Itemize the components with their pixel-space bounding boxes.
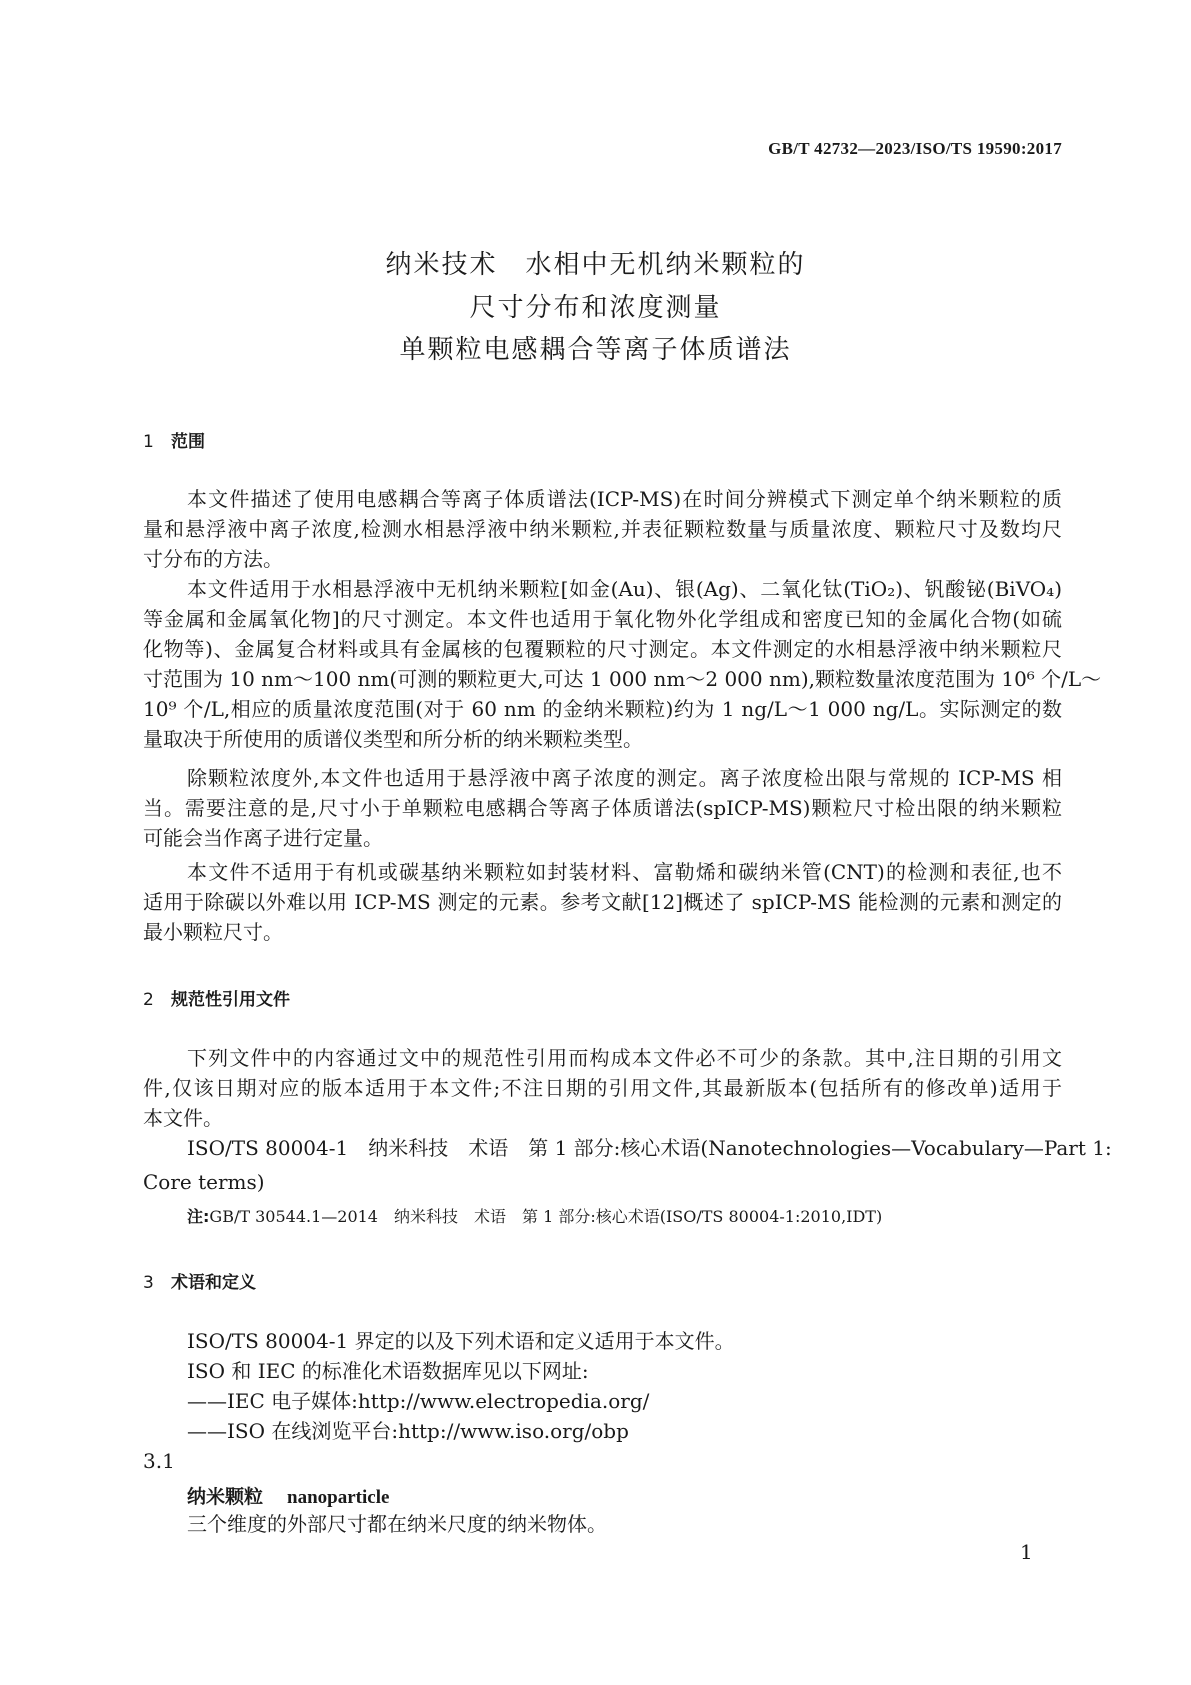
paragraph-line: 除颗粒浓度外,本文件也适用于悬浮液中离子浓度的测定。离子浓度检出限与常规的 ICP-MS 相 [187,766,1062,790]
term-entry [187,1482,389,1509]
paragraph-line: 本文件不适用于有机或碳基纳米颗粒如封装材料、富勒烯和碳纳米管(CNT)的检测和表征,也不 [187,860,1062,884]
paragraph-line: 下列文件中的内容通过文中的规范性引用而构成本文件必不可少的条款。其中,注日期的引用文 [187,1046,1062,1070]
paragraph-line: 可能会当作离子进行定量。 [143,826,383,850]
term-definition: 三个维度的外部尺寸都在纳米尺度的纳米物体。 [187,1512,607,1536]
paragraph-line: 本文件描述了使用电感耦合等离子体质谱法(ICP-MS)在时间分辨模式下测定单个纳米颗粒的质 [187,487,1062,511]
paragraph-line: 最小颗粒尺寸。 [143,920,283,944]
note-text: GB/T 30544.1—2014 纳米科技 术语 第 1 部分:核心术语(ISO/TS 80004-1:2010,IDT) [209,1207,883,1226]
page-number: 1 [1020,1540,1033,1564]
reference-line: Core terms) [143,1170,265,1194]
section-number: 1 [143,432,154,452]
paragraph-line: 等金属和金属氧化物]的尺寸测定。本文件也适用于氧化物外化学组成和密度已知的金属化合物(如硫 [143,607,1062,631]
section-number: 3 [143,1273,154,1293]
paragraph-line: 化物等)、金属复合材料或具有金属核的包覆颗粒的尺寸测定。本文件测定的水相悬浮液中纳米颗粒尺 [143,637,1062,661]
section-number: 2 [143,990,154,1010]
url-line-electropedia: ——IEC 电子媒体:http://www.electropedia.org/ [187,1389,650,1413]
term-zh: 纳米颗粒 [187,1486,264,1508]
standard-number-header: GB/T 42732—2023/ISO/TS 19590:2017 [768,139,1062,158]
section-title: 范围 [171,432,205,452]
section-heading-scope [143,427,205,452]
paragraph-line: 当。需要注意的是,尺寸小于单颗粒电感耦合等离子体质谱法(spICP-MS)颗粒尺寸检出限的纳米颗粒 [143,796,1062,820]
term-number: 3.1 [143,1449,175,1473]
paragraph-line: 寸分布的方法。 [143,547,283,571]
document-title-line-3: 单颗粒电感耦合等离子体质谱法 [399,335,792,365]
reference-line: ISO/TS 80004-1 纳米科技 术语 第 1 部分:核心术语(Nanotechnologies—Vocabulary—Part 1: [187,1136,1112,1160]
document-title-line-2: 尺寸分布和浓度测量 [469,293,722,323]
paragraph-line: 适用于除碳以外难以用 ICP-MS 测定的元素。参考文献[12]概述了 spICP-MS 能检测的元素和测定的 [143,890,1062,914]
url-line-iso-obp: ——ISO 在线浏览平台:http://www.iso.org/obp [187,1419,629,1443]
paragraph-line: 寸范围为 10 nm～100 nm(可测的颗粒更大,可达 1 000 nm～2 000 nm),颗粒数量浓度范围为 10⁶ 个/L～ [143,667,1102,691]
section-heading-normative-references [143,985,290,1010]
paragraph-line: 量和悬浮液中离子浓度,检测水相悬浮液中纳米颗粒,并表征颗粒数量与质量浓度、颗粒尺寸及数均尺 [143,517,1062,541]
paragraph-line: 件,仅该日期对应的版本适用于本文件;不注日期的引用文件,其最新版本(包括所有的修改单)适用于 [143,1076,1062,1100]
note-label: 注: [187,1207,210,1226]
paragraph-line: 本文件适用于水相悬浮液中无机纳米颗粒[如金(Au)、银(Ag)、二氧化钛(TiO₂)、钒酸铋(BiVO₄) [187,577,1062,601]
section-title: 术语和定义 [171,1273,256,1293]
paragraph-line: 10⁹ 个/L,相应的质量浓度范围(对于 60 nm 的金纳米颗粒)约为 1 ng/L～1 000 ng/L。实际测定的数 [143,697,1062,721]
note [187,1205,882,1229]
paragraph-line: 量取决于所使用的质谱仪类型和所分析的纳米颗粒类型。 [143,727,643,751]
term-en: nanoparticle [287,1487,390,1508]
paragraph-line: ISO/TS 80004-1 界定的以及下列术语和定义适用于本文件。 [187,1329,735,1353]
paragraph-line: 本文件。 [143,1106,223,1130]
section-heading-terms-definitions [143,1268,256,1293]
paragraph-line: ISO 和 IEC 的标准化术语数据库见以下网址: [187,1359,589,1383]
section-title: 规范性引用文件 [171,990,290,1010]
document-title-line-1: 纳米技术 水相中无机纳米颗粒的 [385,250,806,280]
